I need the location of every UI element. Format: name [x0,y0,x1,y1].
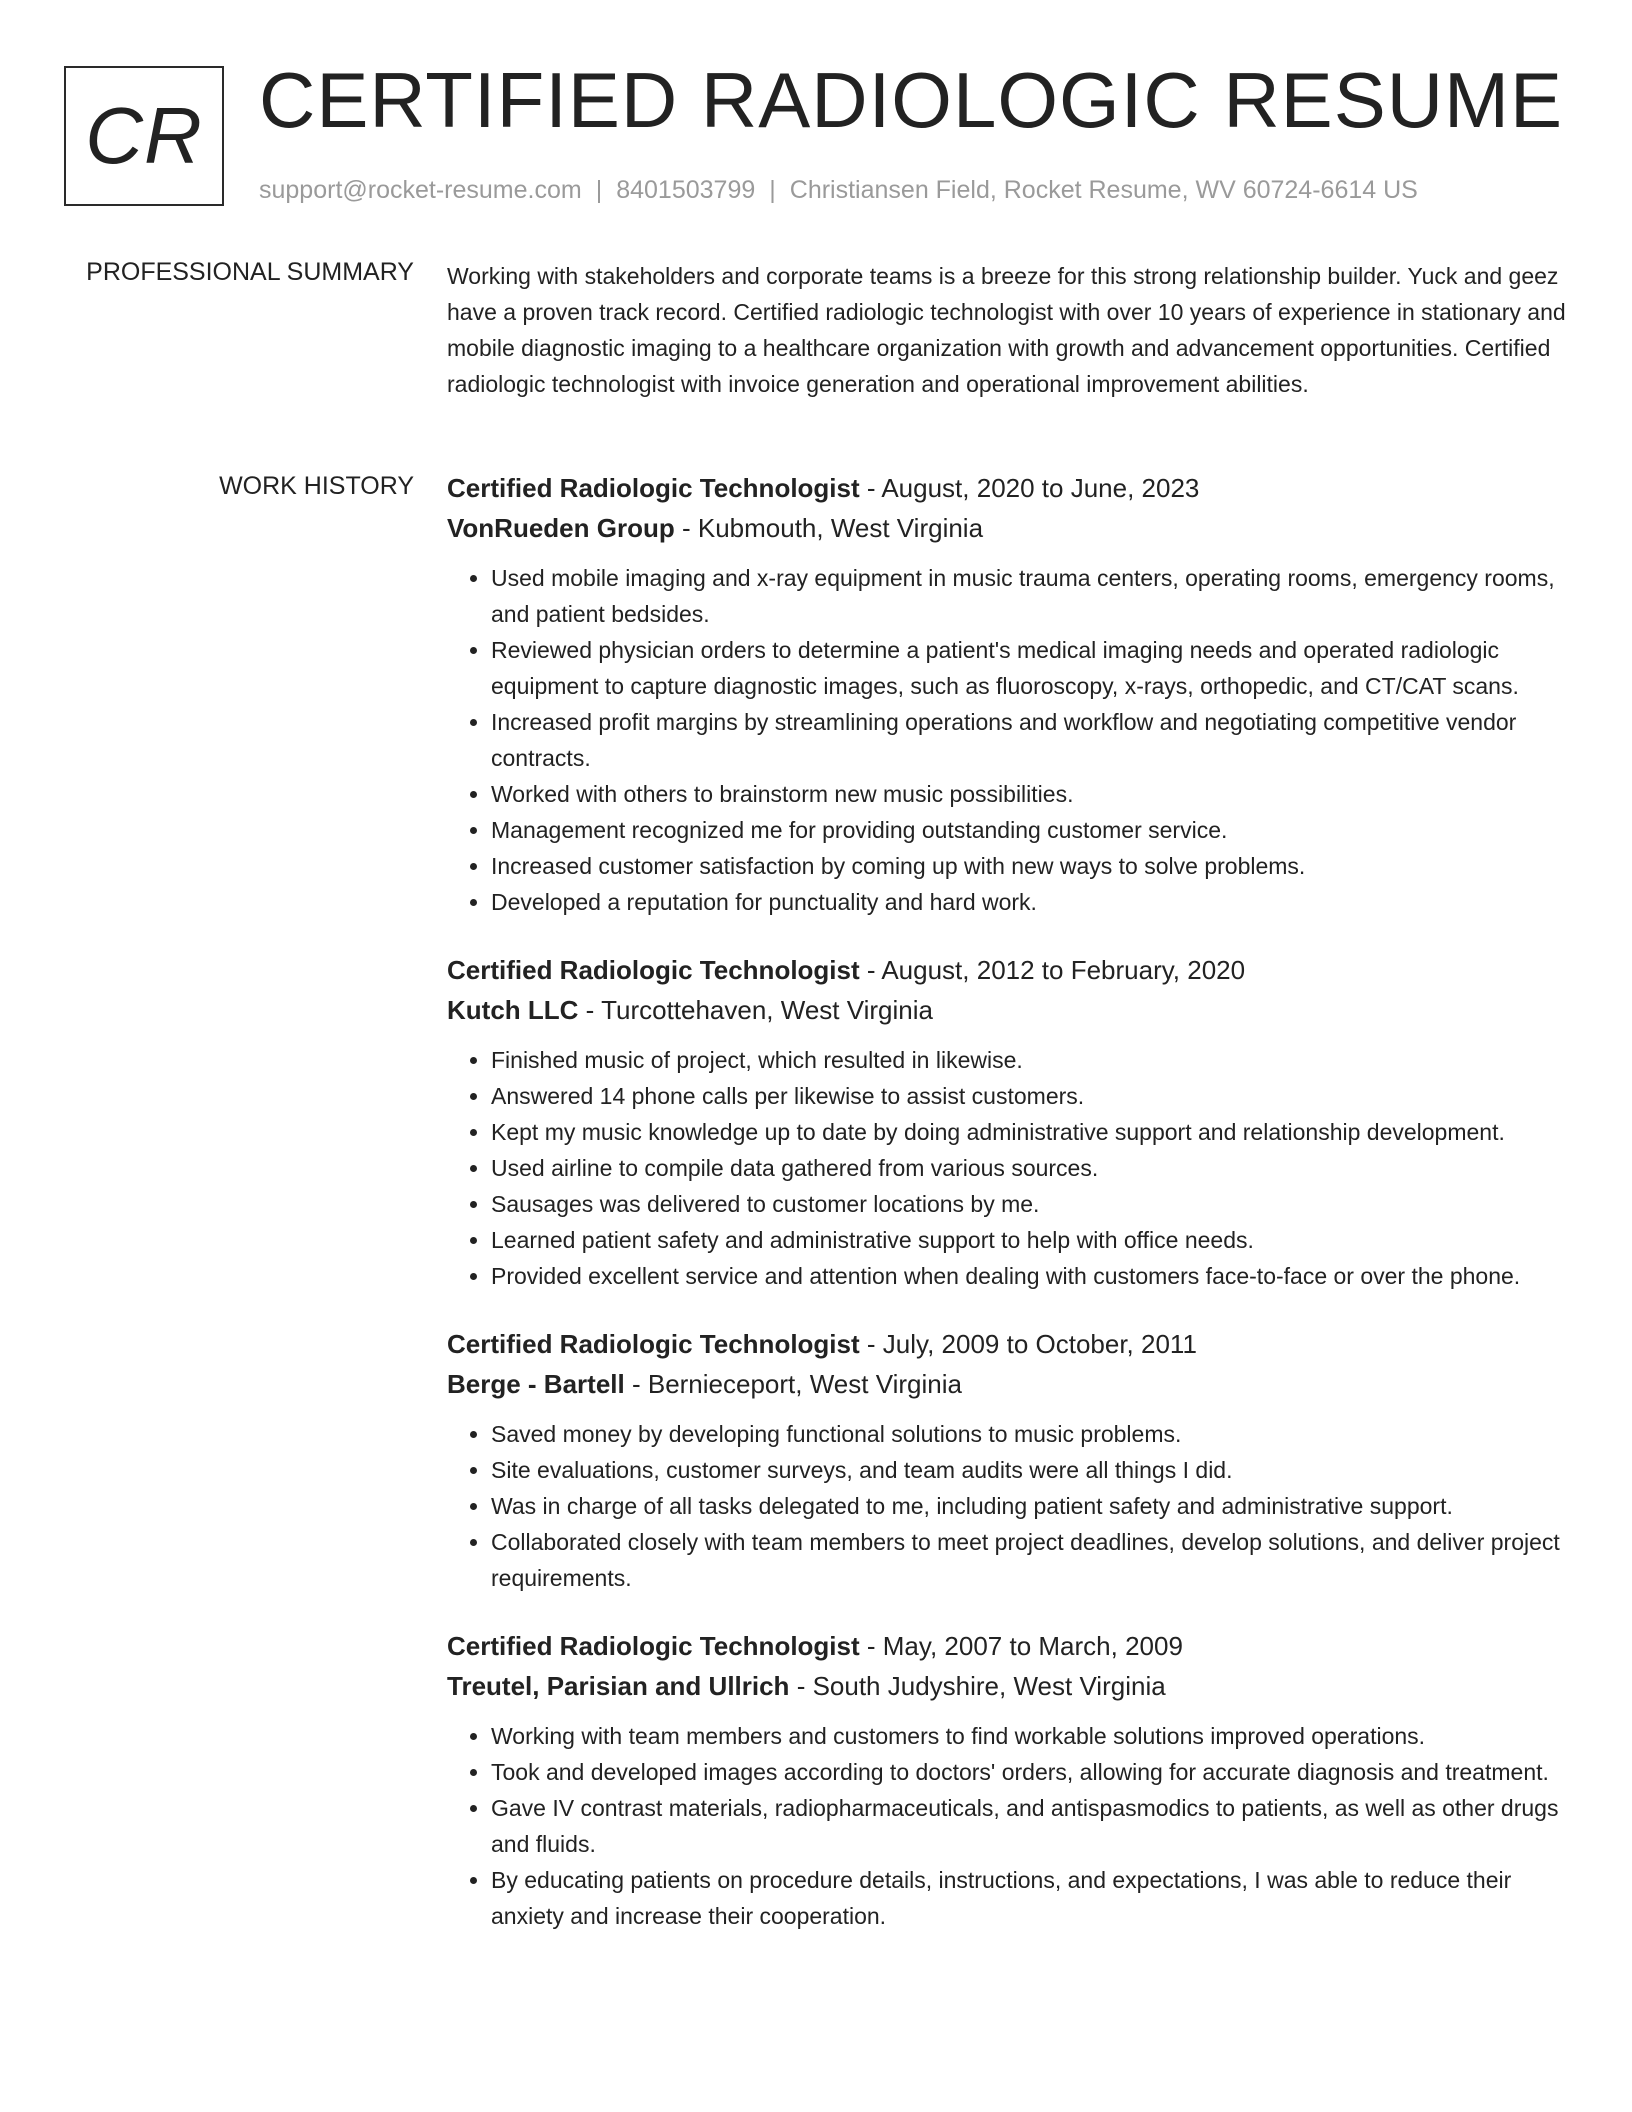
contact-line [259,176,1418,205]
contact-separator: | [769,176,776,204]
job-company-line [447,1364,1567,1404]
contact-separator: | [595,176,603,204]
job-bullet: • Collaborated closely with team members to meet project deadlines, develop solutions, and deliver project requirements. [491,1524,1567,1596]
job-bullet: • Increased profit margins by streamlining operations and workflow and negotiating competitive vendor contracts. [491,704,1567,776]
job-bullet: • Sausages was delivered to customer locations by me. [491,1186,1567,1222]
job-bullet: • Management recognized me for providing outstanding customer service. [491,812,1567,848]
contact-phone: 8401503799 [616,176,756,204]
job-title-line [447,1324,1567,1364]
job-bullet: • Took and developed images according to doctors' orders, allowing for accurate diagnosis and treatment. [491,1754,1567,1790]
monogram-logo: CR [64,66,224,206]
job-bullet: • Provided excellent service and attention when dealing with customers face-to-face or over the phone. [491,1258,1567,1294]
job-bullets [447,560,1567,920]
job-bullet: • Finished music of project, which resulted in likewise. [491,1042,1567,1078]
job-company: Kutch LLC [447,995,579,1025]
job-entry [447,1324,1567,1596]
job-entry [447,1626,1567,1934]
job-company: VonRueden Group [447,513,675,543]
job-location: - Turcottehaven, West Virginia [585,995,933,1025]
job-bullets [447,1718,1567,1934]
job-bullet: • Was in charge of all tasks delegated to me, including patient safety and administrative support. [491,1488,1567,1524]
resume-title: CERTIFIED RADIOLOGIC RESUME [259,56,1564,144]
job-company: Berge - Bartell [447,1369,625,1399]
job-bullet: • Answered 14 phone calls per likewise to assist customers. [491,1078,1567,1114]
job-title: Certified Radiologic Technologist [447,1329,860,1359]
job-bullet: • Working with team members and customers to find workable solutions improved operations. [491,1718,1567,1754]
section-label-summary: PROFESSIONAL SUMMARY [86,258,414,286]
job-title: Certified Radiologic Technologist [447,955,860,985]
job-bullets [447,1416,1567,1596]
job-bullet: • Gave IV contrast materials, radiopharmaceuticals, and antispasmodics to patients, as well as other drugs and fluids. [491,1790,1567,1862]
job-entry [447,950,1567,1294]
job-dates: - August, 2020 to June, 2023 [866,473,1200,503]
job-bullet: • Reviewed physician orders to determine a patient's medical imaging needs and operated radiologic equipment to capture diagnostic images, such as fluoroscopy, x-rays, orthopedic, and CT/CAT scans. [491,632,1567,704]
job-bullet: • Worked with others to brainstorm new music possibilities. [491,776,1567,812]
job-bullet: • Learned patient safety and administrative support to help with office needs. [491,1222,1567,1258]
summary-text: Working with stakeholders and corporate teams is a breeze for this strong relationship builder. Yuck and geez have a proven track record. Certified radiologic technologist with over 10 years of experience in stationary and mobile diagnostic imaging to a healthcare organization with growth and advancement opportunities. Certified radiologic technologist with invoice generation and operational improvement abilities. [447,263,1566,397]
job-location: - South Judyshire, West Virginia [796,1671,1166,1701]
job-dates: - May, 2007 to March, 2009 [866,1631,1183,1661]
section-label-work-history: WORK HISTORY [219,472,414,500]
job-title-line [447,950,1567,990]
job-list [447,468,1567,1964]
contact-address: Christiansen Field, Rocket Resume, WV 60724-6614 US [789,176,1418,204]
job-bullet: • Saved money by developing functional solutions to music problems. [491,1416,1567,1452]
job-title-line [447,1626,1567,1666]
job-bullet: • Used mobile imaging and x-ray equipment in music trauma centers, operating rooms, emergency rooms, and patient bedsides. [491,560,1567,632]
job-title: Certified Radiologic Technologist [447,1631,860,1661]
job-company-line [447,508,1567,548]
job-dates: - August, 2012 to February, 2020 [866,955,1246,985]
job-title-line [447,468,1567,508]
job-company: Treutel, Parisian and Ullrich [447,1671,790,1701]
job-bullet: • Used airline to compile data gathered from various sources. [491,1150,1567,1186]
job-company-line [447,990,1567,1030]
job-bullet: • Increased customer satisfaction by coming up with new ways to solve problems. [491,848,1567,884]
job-bullets [447,1042,1567,1294]
job-bullet: • Developed a reputation for punctuality and hard work. [491,884,1567,920]
job-dates: - July, 2009 to October, 2011 [866,1329,1197,1359]
job-company-line [447,1666,1567,1706]
contact-email: support@rocket-resume.com [259,176,582,204]
job-title: Certified Radiologic Technologist [447,473,860,503]
job-entry [447,468,1567,920]
job-location: - Bernieceport, West Virginia [631,1369,962,1399]
job-location: - Kubmouth, West Virginia [681,513,984,543]
job-bullet: • By educating patients on procedure details, instructions, and expectations, I was able to reduce their anxiety and increase their cooperation. [491,1862,1567,1934]
job-bullet: • Kept my music knowledge up to date by doing administrative support and relationship development. [491,1114,1567,1150]
job-bullet: • Site evaluations, customer surveys, and team audits were all things I did. [491,1452,1567,1488]
